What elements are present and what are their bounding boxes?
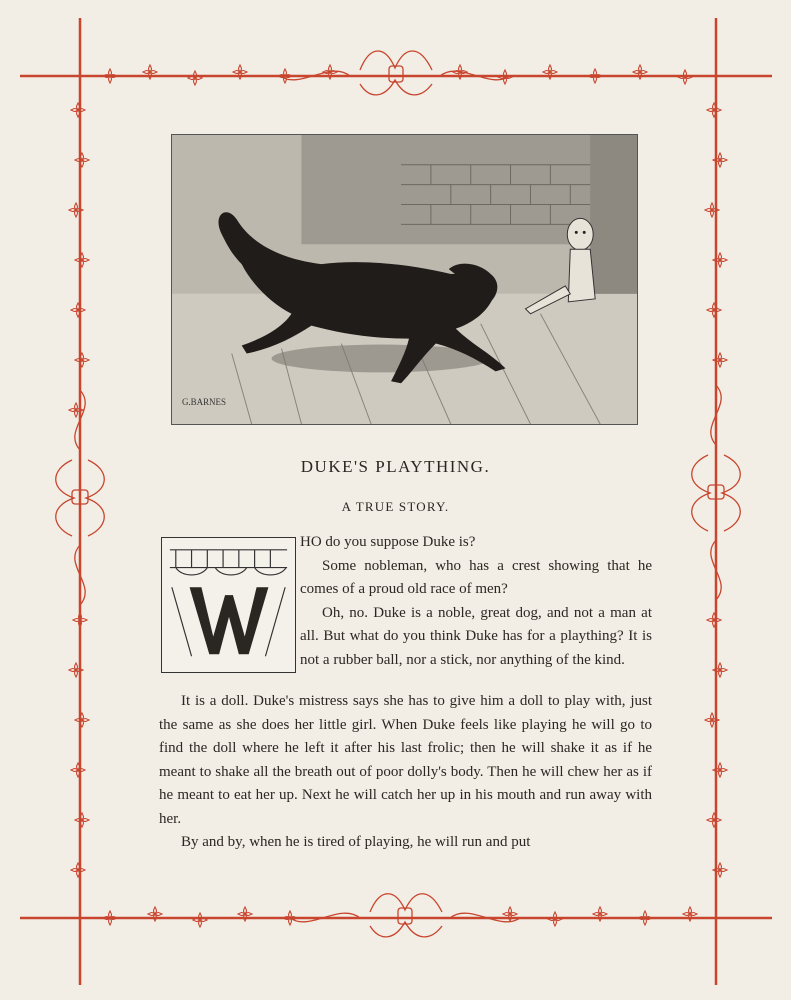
paragraph: Oh, no. Duke is a noble, great dog, and not a man at all. But what do you think Duke has for a plaything? It is not a rubber ball, nor a stick, nor anything of the kind. [300, 604, 652, 668]
artist-signature: G.BARNES [181, 397, 226, 408]
paragraph: It is a doll. Duke's mistress says she has to give him a doll to play with, just the same as she does her little girl. When Duke feels like playing he will go to find the doll where he left it after his last frolic; then he will shake it as if he meant to shake all the breath out of poor dolly's body. Then he will chew her as if he meant to eat her up. Next he will catch her up in his mouth and run away with her. [159, 693, 652, 827]
body-paragraphs [159, 690, 652, 855]
page-title: DUKE'S PLAYTHING. [300, 457, 491, 476]
paragraph: Some nobleman, who has a crest showing that he comes of a proud old race of men? [300, 557, 652, 597]
decorative-initial [161, 537, 296, 673]
dog-and-doll-engraving [171, 134, 638, 425]
paragraph: By and by, when he is tired of playing, he will run and put [181, 834, 531, 850]
page-subtitle: A TRUE STORY. [341, 499, 450, 514]
opening-paragraphs [300, 531, 652, 672]
paragraph: HO do you suppose Duke is? [300, 534, 476, 550]
